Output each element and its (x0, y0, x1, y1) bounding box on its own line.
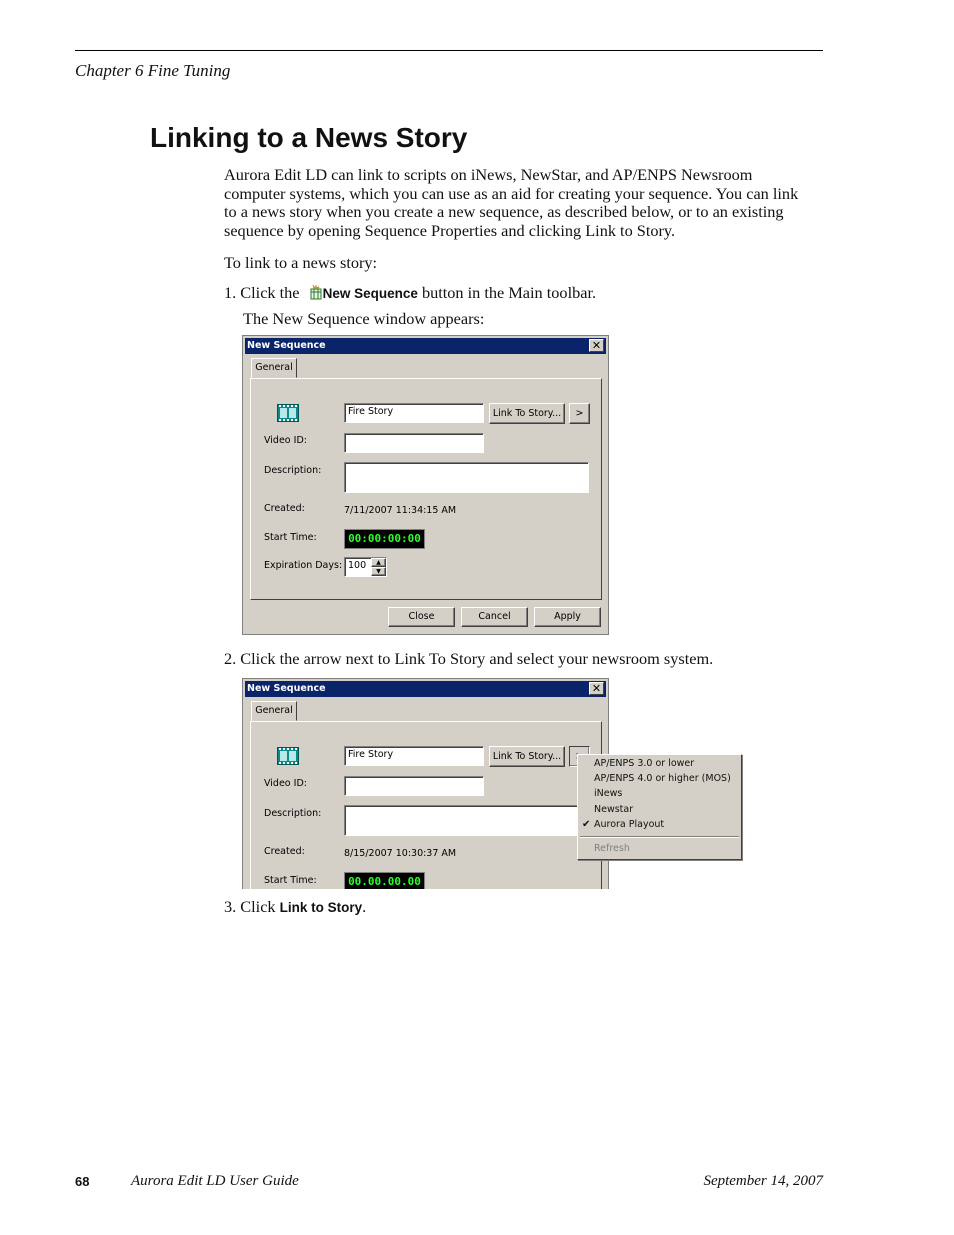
step-3 (224, 897, 366, 917)
menu-item-newstar[interactable]: Newstar (594, 804, 634, 815)
close-button[interactable]: Close (388, 607, 455, 627)
description-input[interactable] (344, 462, 589, 493)
new-sequence-dialog (242, 335, 609, 635)
start-time-display[interactable]: 00.00.00.00 (344, 872, 425, 889)
menu-item-aurora-playout[interactable]: Aurora Playout (594, 819, 665, 830)
video-id-label: Video ID: (264, 435, 307, 446)
menu-item-enps-4-mos[interactable]: AP/ENPS 4.0 or higher (MOS) (594, 773, 731, 784)
dialog-title-bar (245, 681, 606, 697)
step-1 (224, 283, 596, 303)
stepper-down-icon[interactable]: ▼ (371, 567, 386, 576)
newsroom-system-menu (577, 754, 742, 860)
general-panel (250, 721, 602, 889)
film-icon (277, 747, 299, 765)
created-label: Created: (264, 503, 305, 514)
intro-paragraph: Aurora Edit LD can link to scripts on iNews, NewStar, and AP/ENPS Newsroom computer systems, which you can use as an aid for creating your sequence. You can link to a news story when you create a new sequence, as described below, or to an existing sequence by opening Sequence Properties and clicking Link to Story. (224, 165, 799, 241)
cancel-button[interactable]: Cancel (461, 607, 528, 627)
description-label: Description: (264, 465, 322, 476)
menu-item-refresh: Refresh (594, 843, 630, 854)
video-id-input[interactable] (344, 776, 484, 796)
publication-date: September 14, 2007 (703, 1173, 823, 1189)
menu-item-enps-3[interactable]: AP/ENPS 3.0 or lower (594, 758, 695, 769)
section-title: Linking to a News Story (150, 122, 468, 153)
lead-paragraph: To link to a news story: (224, 253, 378, 272)
menu-item-inews[interactable]: iNews (594, 788, 623, 799)
page-number: 68 (75, 1174, 90, 1189)
description-label: Description: (264, 808, 322, 819)
step-1-suffix: button in the Main toolbar. (417, 283, 597, 302)
new-sequence-button-label: New Sequence (322, 286, 418, 301)
dialog-title: New Sequence (247, 683, 326, 694)
link-to-story-button[interactable]: Link To Story... (489, 746, 565, 767)
checkmark-icon: ✔ (582, 819, 591, 830)
apply-button[interactable]: Apply (534, 607, 601, 627)
general-panel (250, 378, 602, 600)
link-arrow-button[interactable]: > (569, 403, 590, 424)
start-time-label: Start Time: (264, 532, 317, 543)
created-value: 7/11/2007 11:34:15 AM (344, 505, 457, 516)
link-to-story-label: Link to Story (279, 900, 363, 915)
video-id-label: Video ID: (264, 778, 307, 789)
tab-general[interactable]: General (251, 358, 297, 378)
sequence-name-input[interactable]: Fire Story (344, 403, 484, 423)
header-rule (75, 50, 823, 51)
stepper-up-icon[interactable]: ▲ (371, 558, 386, 567)
step-1-prefix: 1. Click the (224, 283, 304, 302)
film-icon (277, 404, 299, 422)
new-sequence-dialog-cropped (242, 678, 609, 889)
new-sequence-icon (310, 285, 322, 301)
step-3-suffix: . (362, 897, 367, 916)
chapter-header: Chapter 6 Fine Tuning (75, 61, 231, 80)
step-3-prefix: 3. Click (224, 897, 280, 916)
guide-title: Aurora Edit LD User Guide (131, 1173, 299, 1189)
tab-general[interactable]: General (251, 701, 297, 721)
close-icon[interactable]: ✕ (589, 682, 604, 695)
expiration-days-label: Expiration Days: (264, 560, 343, 571)
expiration-days-stepper[interactable]: 100 (344, 557, 387, 577)
close-icon[interactable]: ✕ (589, 339, 604, 352)
start-time-display[interactable]: 00:00:00:00 (344, 529, 425, 549)
link-to-story-button[interactable]: Link To Story... (489, 403, 565, 424)
step-1-result: The New Sequence window appears: (243, 309, 485, 328)
menu-separator (580, 836, 739, 838)
created-value: 8/15/2007 10:30:37 AM (344, 848, 457, 859)
dialog-title: New Sequence (247, 340, 326, 351)
sequence-name-input[interactable]: Fire Story (344, 746, 484, 766)
description-input[interactable] (344, 805, 589, 836)
created-label: Created: (264, 846, 305, 857)
dialog-title-bar (245, 338, 606, 354)
video-id-input[interactable] (344, 433, 484, 453)
step-2: 2. Click the arrow next to Link To Story and select your newsroom system. (224, 649, 714, 668)
start-time-label: Start Time: (264, 875, 317, 886)
